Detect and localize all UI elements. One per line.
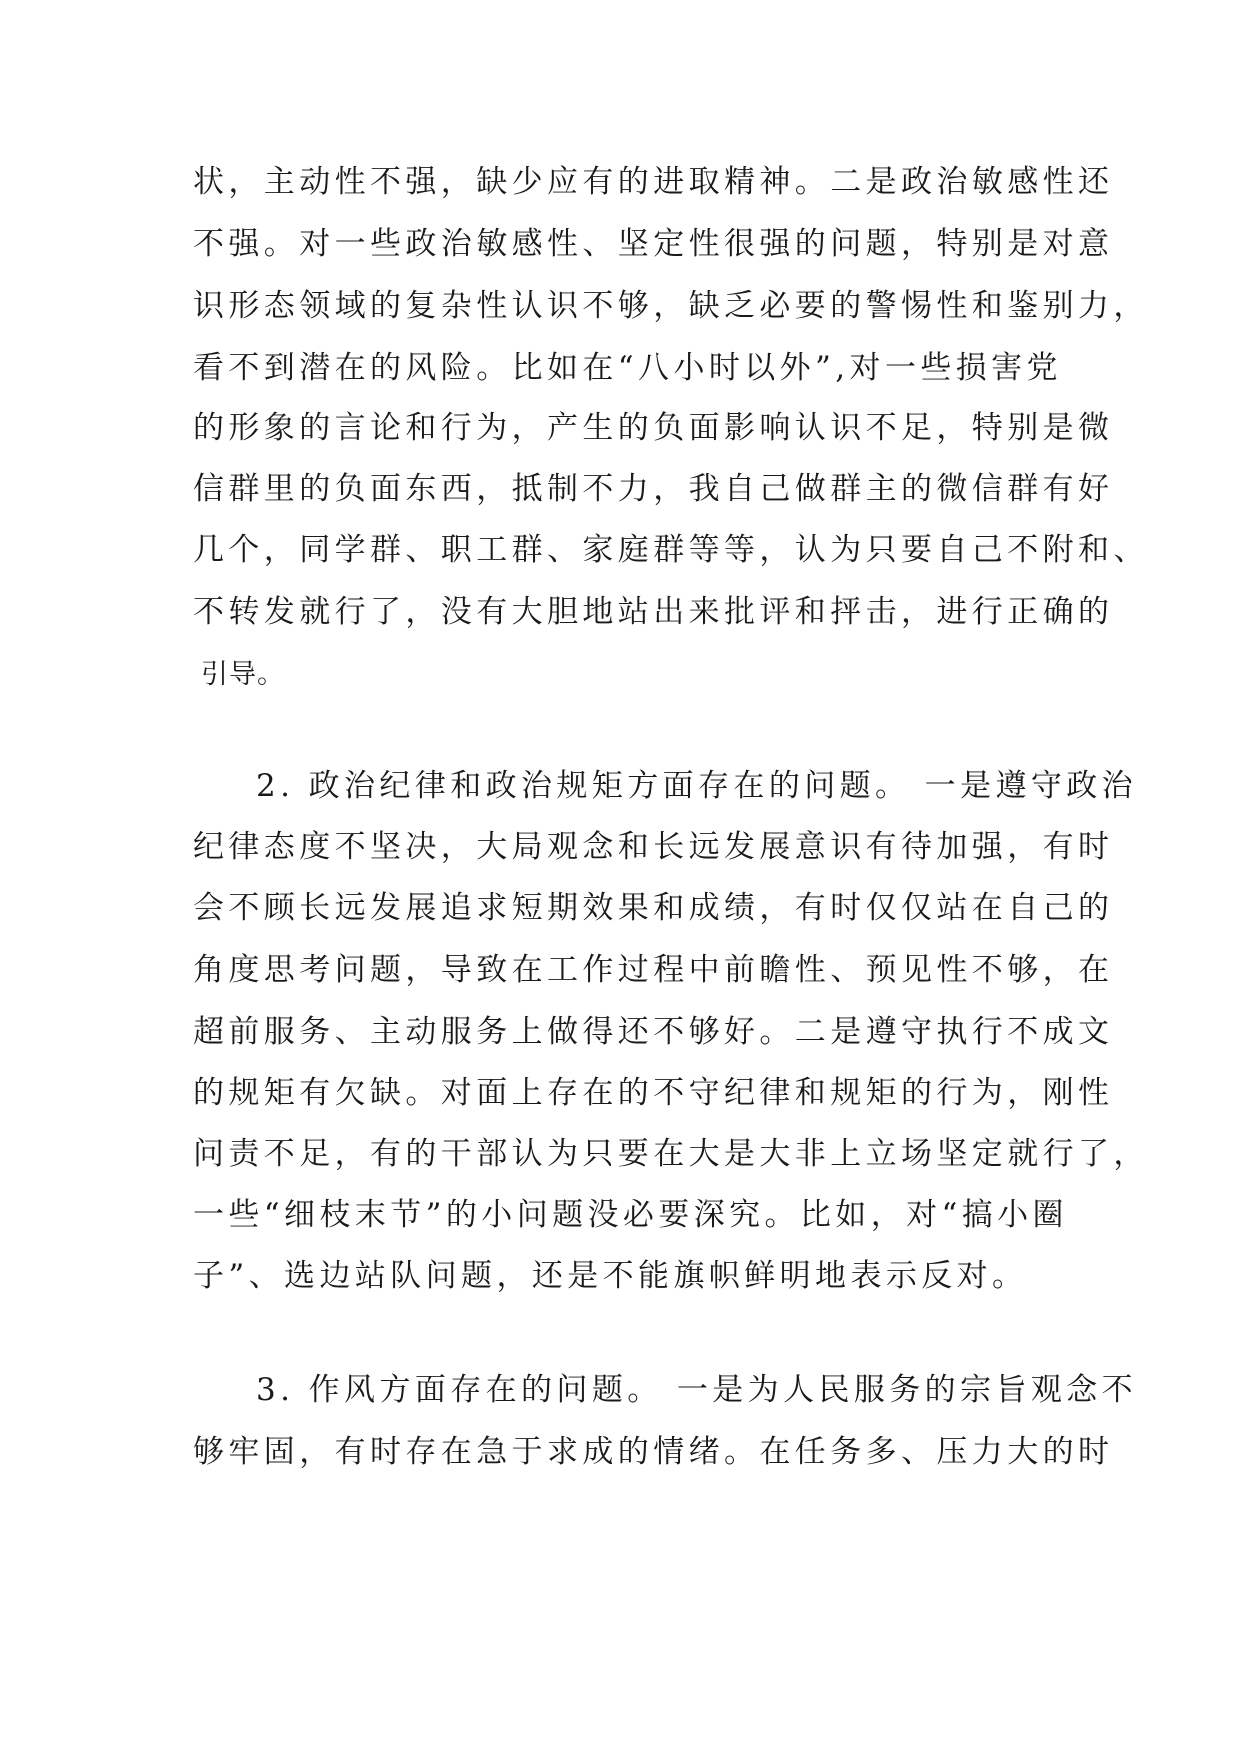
text-line: 的规矩有欠缺。对面上存在的不守纪律和规矩的行为，刚性 [193,1075,1114,1111]
text-line: 角度思考问题，导致在工作过程中前瞻性、预见性不够，在 [193,952,1114,988]
text-line: 识形态领域的复杂性认识不够，缺乏必要的警惕性和鉴别力， [193,288,1149,324]
text-line: 的形象的言论和行为，产生的负面影响认识不足，特别是微 [193,410,1114,446]
text-line: 会不顾长远发展追求短期效果和成绩，有时仅仅站在自己的 [193,890,1114,926]
text-line: 超前服务、主动服务上做得还不够好。二是遵守执行不成文 [193,1014,1114,1050]
text-line: 纪律态度不坚决，大局观念和长远发展意识有待加强，有时 [193,829,1114,865]
text-line: 子”、选边站队问题，还是不能旗帜鲜明地表示反对。 [193,1258,1028,1294]
text-line: 不转发就行了，没有大胆地站出来批评和抨击，进行正确的 [193,594,1114,630]
section-heading-line: 3. 作风方面存在的问题。 一是为人民服务的宗旨观念不 [256,1372,1138,1408]
text-line: 看不到潜在的风险。比如在“八小时以外”,对一些损害党 [193,350,1062,386]
text-line: 问责不足，有的干部认为只要在大是大非上立场坚定就行了， [193,1136,1149,1172]
text-line: 状，主动性不强，缺少应有的进取精神。二是政治敏感性还 [193,164,1114,200]
text-line: 够牢固，有时存在急于求成的情绪。在任务多、压力大的时 [193,1434,1114,1470]
text-line: 信群里的负面东西，抵制不力，我自己做群主的微信群有好 [193,471,1114,507]
text-line: 几个，同学群、职工群、家庭群等等，认为只要自己不附和、 [193,532,1149,568]
text-line: 一些“细枝末节”的小问题没必要深究。比如，对“搞小圈 [193,1197,1068,1233]
text-line: 不强。对一些政治敏感性、坚定性很强的问题，特别是对意 [193,226,1114,262]
text-line: 引导。 [201,659,285,690]
section-heading-line: 2. 政治纪律和政治规矩方面存在的问题。 一是遵守政治 [256,768,1138,804]
